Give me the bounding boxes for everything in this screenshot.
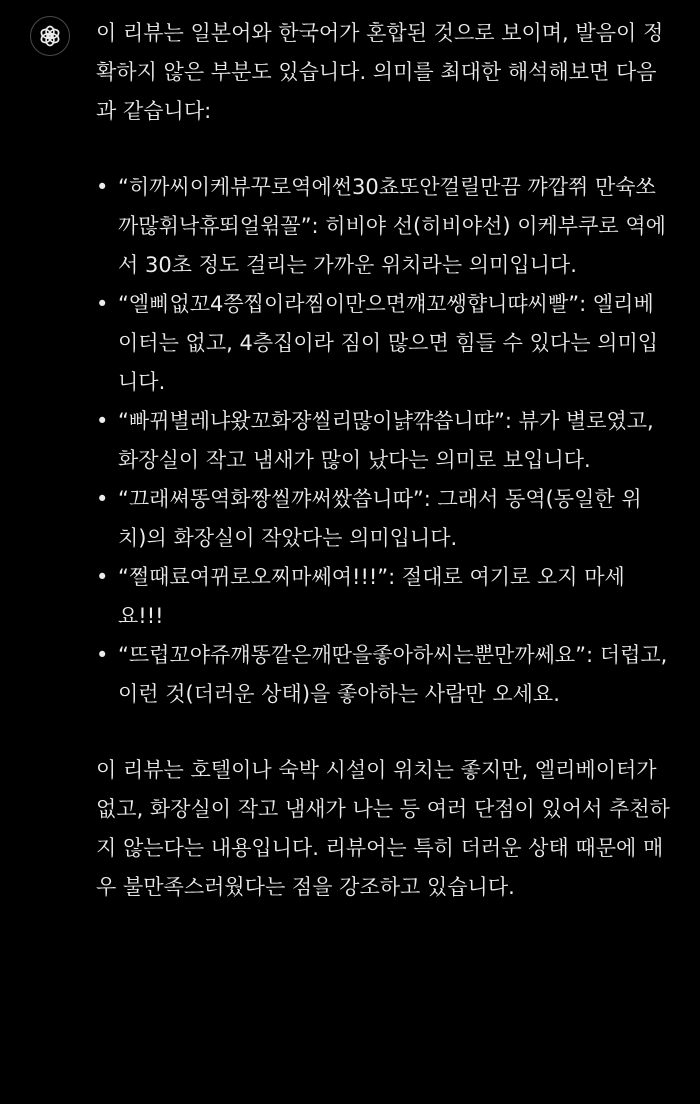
bullet: • bbox=[96, 643, 109, 667]
list-item bbox=[96, 168, 670, 285]
summary-paragraph: 이 리뷰는 호텔이나 숙박 시설이 위치는 좋지만, 엘리베이터가 없고, 화장실이 작고 냄새가 나는 등 여러 단점이 있어서 추천하지 않는다는 내용입니다. 리뷰어는 특히 더러운 상태 때문에 매우 불만족스러웠다는 점을 강조하고 있습니다. bbox=[96, 758, 670, 899]
translation-list bbox=[96, 168, 670, 714]
message-content bbox=[96, 14, 670, 907]
bullet: • bbox=[96, 565, 109, 589]
list-item-text: “뜨럽꼬야쥬꺠똥깥은깨딴을좋아하씨는뿐만까쎄요”: 더럽고, 이런 것(더러운 상태)을 좋아하는 사람만 오세요. bbox=[118, 643, 668, 706]
list-item-text: “빠뀌별레냐왔꼬화쟝씰리많이냙꺆씁니땨”: 뷰가 별로였고, 화장실이 작고 냄새가 많이 났다는 의미로 보입니다. bbox=[118, 409, 654, 472]
list-item-text: “히까씨이케뷰꾸로역에썬30쵸또안껄릴만끔 꺄깝쮜 만슉쏘까많휘낙휴뙤얼윆꼴”: 히비야 선(히비야선) 이케부쿠로 역에서 30초 정도 걸리는 가까운 위치라는 의미입니다. bbox=[118, 175, 666, 277]
openai-logo-icon bbox=[37, 23, 63, 49]
list-item-text: “엘삐없꼬4쯩찝이라찜이만으면꺠꼬쌩햡니땨씨빨”: 엘리베이터는 없고, 4층집이라 짐이 많으면 힘들 수 있다는 의미입니다. bbox=[118, 292, 659, 394]
intro-paragraph: 이 리뷰는 일본어와 한국어가 혼합된 것으로 보이며, 발음이 정확하지 않은 부분도 있습니다. 의미를 최대한 해석해보면 다음과 같습니다: bbox=[96, 21, 664, 123]
list-item bbox=[96, 402, 670, 480]
bullet: • bbox=[96, 409, 109, 433]
list-item bbox=[96, 636, 670, 714]
list-item-text: “쩔때료여뀌로오찌마쎄여!!!”: 절대로 여기로 오지 마세요!!! bbox=[118, 565, 625, 628]
list-item bbox=[96, 558, 670, 636]
assistant-avatar bbox=[30, 16, 70, 56]
bullet: • bbox=[96, 292, 109, 316]
bullet: • bbox=[96, 175, 109, 199]
bullet: • bbox=[96, 487, 109, 511]
list-item bbox=[96, 285, 670, 402]
list-item bbox=[96, 480, 670, 558]
list-item-text: “끄래쎠똥역화짱씰꺄써쌌씁니따”: 그래서 동역(동일한 위치)의 화장실이 작았다는 의미입니다. bbox=[118, 487, 642, 550]
